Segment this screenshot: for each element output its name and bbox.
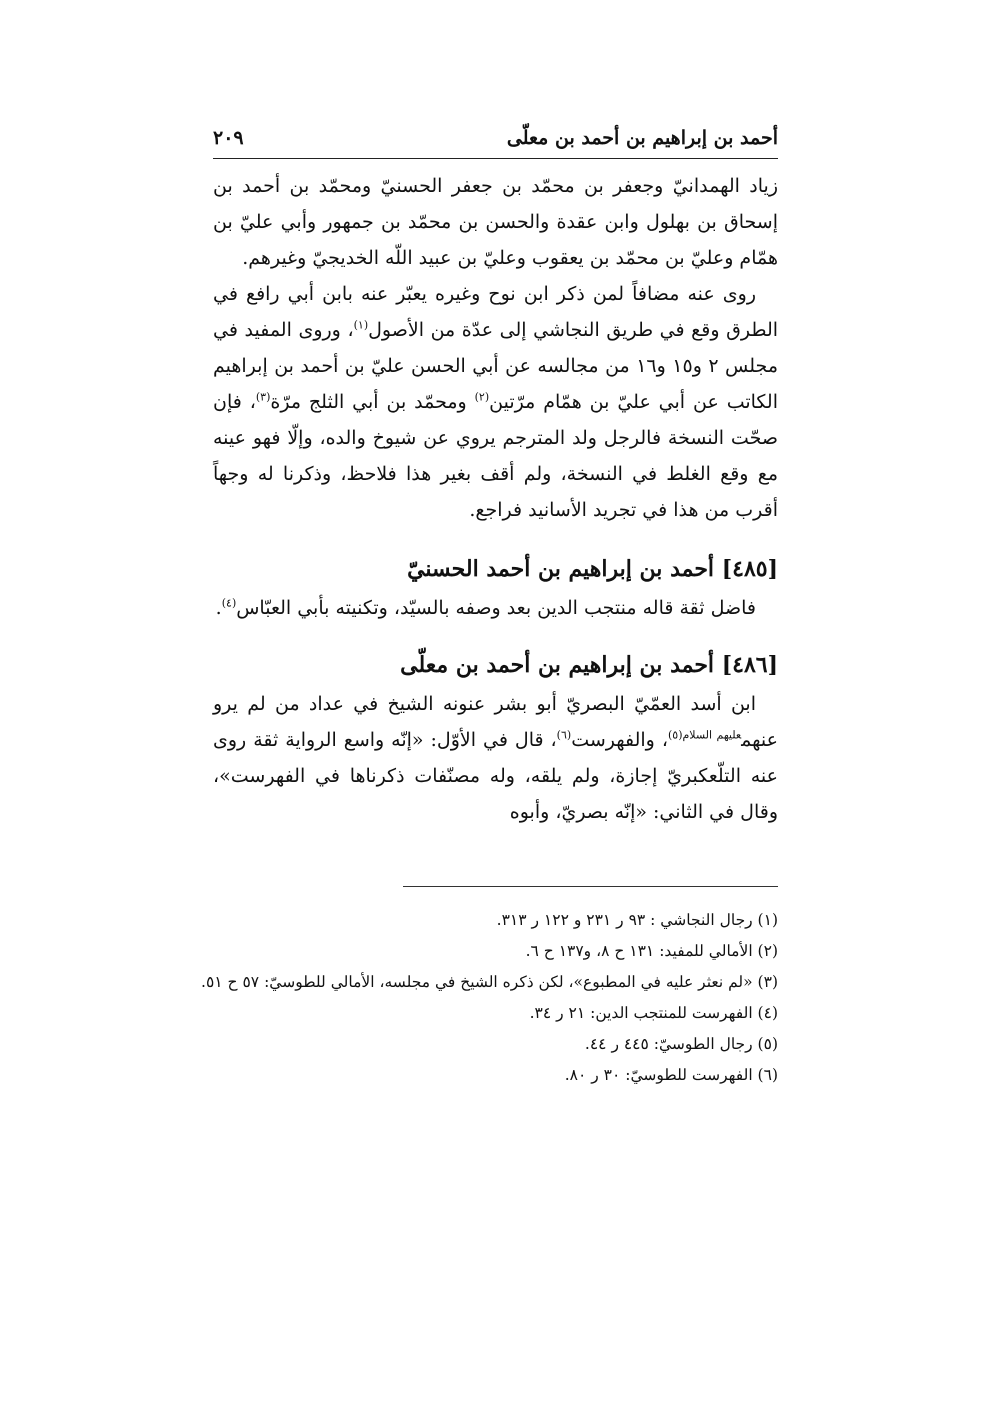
paragraph-2-part-c: ومحمّد بن أبي الثلج مرّة bbox=[270, 391, 475, 413]
footnote-ref-2: (٢) bbox=[474, 390, 490, 404]
footnote-ref-3: (٣) bbox=[255, 390, 271, 404]
footnote-2: (٢) الأمالي للمفيد: ١٣١ ح ٨، و١٣٧ ح ٦. bbox=[525, 942, 778, 960]
entry-486-heading: [٤٨٦] أحمد بن إبراهيم بن أحمد بن معلّى bbox=[400, 652, 778, 678]
entry-485-body: فاضل ثقة قاله منتجب الدين بعد وصفه بالسيّد، وتكنيته بأبي العبّاس bbox=[236, 597, 756, 619]
paragraph-2-part-d: ، فإن صحّت النسخة فالرجل ولد المترجم يروي عن شيوخ والده، وإلّا فهو عينه مع وقع الغلط في النسخة، ولم أقف بغير هذا فلاحظ، وذكرنا له وجهاً أقرب من هذا في تجريد الأسانيد فراجع. bbox=[213, 391, 778, 521]
entry-486-text bbox=[213, 686, 778, 830]
paragraph-2 bbox=[213, 276, 778, 528]
paragraph-2-part-b: ، وروى المفيد في مجلس ٢ و١٥ و١٦ من مجالسه عن أبي الحسن عليّ بن أحمد بن إبراهيم الكاتب عن أبي عليّ بن همّام مرّتين bbox=[213, 319, 778, 413]
entry-485-text bbox=[213, 590, 778, 626]
footnote-separator bbox=[403, 886, 778, 887]
footnote-ref-1: (١) bbox=[353, 318, 369, 332]
footnotes bbox=[201, 905, 778, 1091]
footnote-3: (٣) «لم نعثر عليه في المطبوع»، لكن ذكره الشيخ في مجلسه، الأمالي للطوسيّ: ٥٧ ح ٥١. bbox=[201, 973, 778, 991]
page-number: ٢٠٩ bbox=[213, 127, 244, 149]
entry-485-end: . bbox=[215, 597, 222, 619]
entry-486-part-b: ، والفهرست bbox=[571, 729, 668, 751]
footnote-ref-6: (٦) bbox=[556, 728, 572, 742]
paragraph-1: زياد الهمدانيّ وجعفر بن محمّد بن جعفر الحسنيّ ومحمّد بن أحمد بن إسحاق بن بهلول وابن عقدة والحسن بن محمّد بن جمهور وأبي عليّ بن همّام وعليّ بن محمّد بن يعقوب وعليّ بن عبيد اللّه الخديجيّ وغيرهم. bbox=[213, 175, 778, 269]
running-header bbox=[213, 118, 778, 159]
header-title: أحمد بن إبراهيم بن أحمد بن معلّى bbox=[506, 127, 778, 149]
footnote-ref-5: (٥) bbox=[667, 728, 683, 742]
honorific-symbol: عليهم السلام bbox=[682, 728, 742, 742]
entry-486-part-a: ابن أسد العمّيّ البصريّ أبو بشر عنونه الشيخ في عداد من لم يرو عنهم bbox=[213, 693, 778, 751]
footnote-6: (٦) الفهرست للطوسيّ: ٣٠ ر ٨٠. bbox=[564, 1066, 778, 1084]
main-text bbox=[213, 168, 778, 830]
footnote-ref-4: (٤) bbox=[221, 596, 237, 610]
entry-486-part-c: ، قال في الأوّل: «إنّه واسع الرواية ثقة روى عنه التلّعكبريّ إجازة، ولم يلقه، وله مصنّفات ذكرناها في الفهرست»، وقال في الثاني: «إنّه بصريّ، وأبوه bbox=[213, 729, 778, 823]
entry-485-heading: [٤٨٥] أحمد بن إبراهيم بن أحمد الحسنيّ bbox=[407, 556, 778, 582]
footnote-4: (٤) الفهرست للمنتجب الدين: ٢١ ر ٣٤. bbox=[529, 1004, 778, 1022]
paragraph-2-part-a: روى عنه مضافاً لمن ذكر ابن نوح وغيره يعبّر عنه بابن أبي رافع في الطرق وقع في طريق النجاشي إلى عدّة من الأصول bbox=[213, 283, 779, 341]
footnote-1: (١) رجال النجاشي : ٩٣ ر ٢٣١ و ١٢٢ ر ٣١٣. bbox=[496, 911, 778, 929]
footnote-5: (٥) رجال الطوسيّ: ٤٤٥ ر ٤٤. bbox=[584, 1035, 778, 1053]
